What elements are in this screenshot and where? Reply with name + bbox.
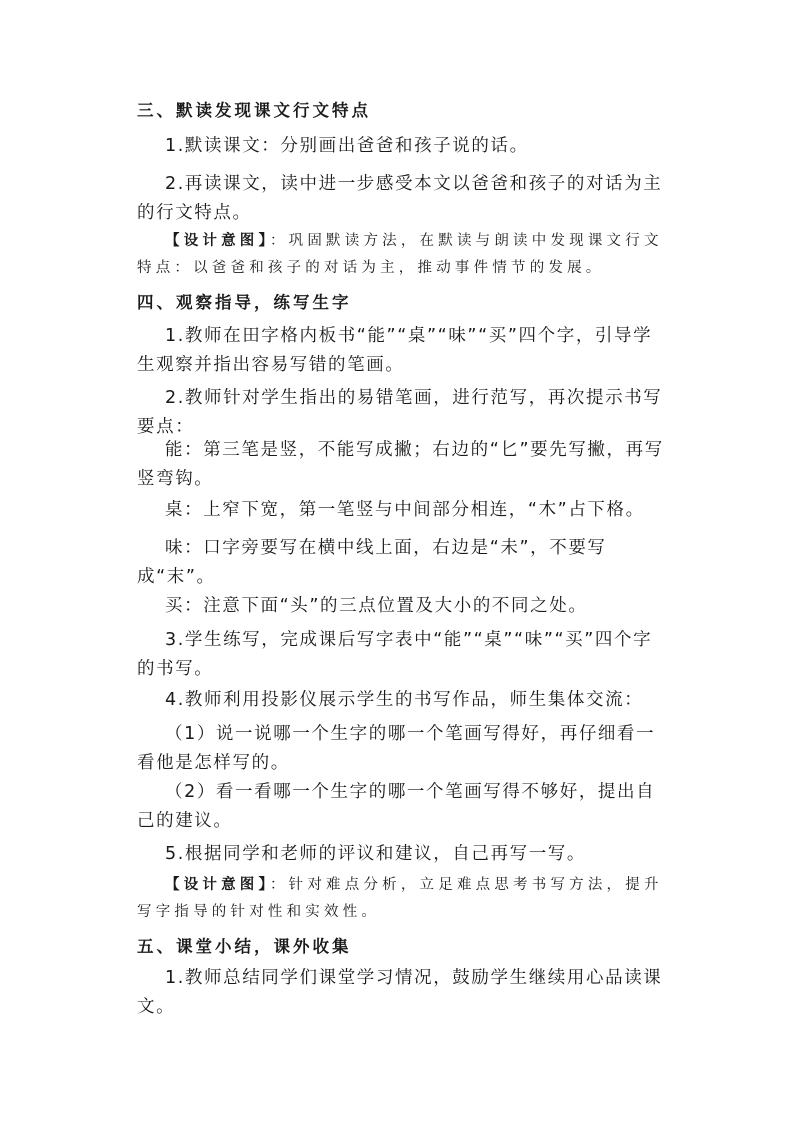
section-3-step-1: 1.默读课文：分别画出爸爸和孩子说的话。 [165, 136, 529, 156]
section-4-step-4-sub-2: （2）看一看哪一个生字的哪一个笔画写得不够好，提出自己的建议。 [137, 782, 656, 831]
design-intent-tag: 【设计意图】 [165, 233, 270, 249]
section-4-heading: 四、观察指导，练写生字 [137, 293, 352, 312]
section-5-step-1: 1.教师总结同学们课堂学习情况，鼓励学生继续用心品读课文。 [137, 968, 663, 1017]
section-4-step-1: 1.教师在田字格内板书“能”“桌”“味”“买”四个字，引导学生观察并指出容易写错的笔画。 [137, 326, 653, 375]
section-4-step-3: 3.学生练写，完成课后写字表中“能”“桌”“味”“买”四个字的书写。 [137, 630, 653, 679]
section-3-design-intent [137, 228, 667, 282]
section-3-heading: 三、默读发现课文行文特点 [137, 101, 371, 120]
design-intent-text: ：巩固默读方法，在默读与朗读中发现课文行文特点：以爸爸和孩子的对话为主，推动事件情节的发展。 [137, 233, 663, 276]
stroke-note-zhuo: 桌：上窄下宽，第一笔竖与中间部分相连，“木”占下格。 [165, 500, 645, 520]
section-4-step-4: 4.教师利用投影仪展示学生的书写作品，师生集体交流： [165, 690, 644, 710]
design-intent-text: ：针对难点分析，立足难点思考书写方法，提升写字指导的针对性和实效性。 [137, 877, 663, 920]
stroke-note-mai: 买：注意下面“头”的三点位置及大小的不同之处。 [165, 596, 588, 616]
section-4-step-2: 2.教师针对学生指出的易错笔画，进行范写，再次提示书写要点： [137, 388, 663, 437]
section-4-design-intent [137, 872, 667, 926]
stroke-note-wei: 味：口字旁要写在横中线上面，右边是“未”，不要写成“末”。 [137, 538, 607, 587]
section-4-step-5: 5.根据同学和老师的评议和建议，自己再写一写。 [165, 844, 586, 864]
section-4-step-4-sub-1: （1）说一说哪一个生字的哪一个笔画写得好，再仔细看一看他是怎样写的。 [137, 724, 656, 773]
section-5-heading: 五、课堂小结，课外收集 [137, 937, 352, 956]
section-3-step-2: 2.再读课文，读中进一步感受本文以爸爸和孩子的对话为主的行文特点。 [137, 174, 663, 223]
design-intent-tag: 【设计意图】 [165, 877, 270, 893]
stroke-note-neng: 能：第三笔是竖，不能写成撇；右边的“匕”要先写撇，再写竖弯钩。 [137, 440, 664, 489]
